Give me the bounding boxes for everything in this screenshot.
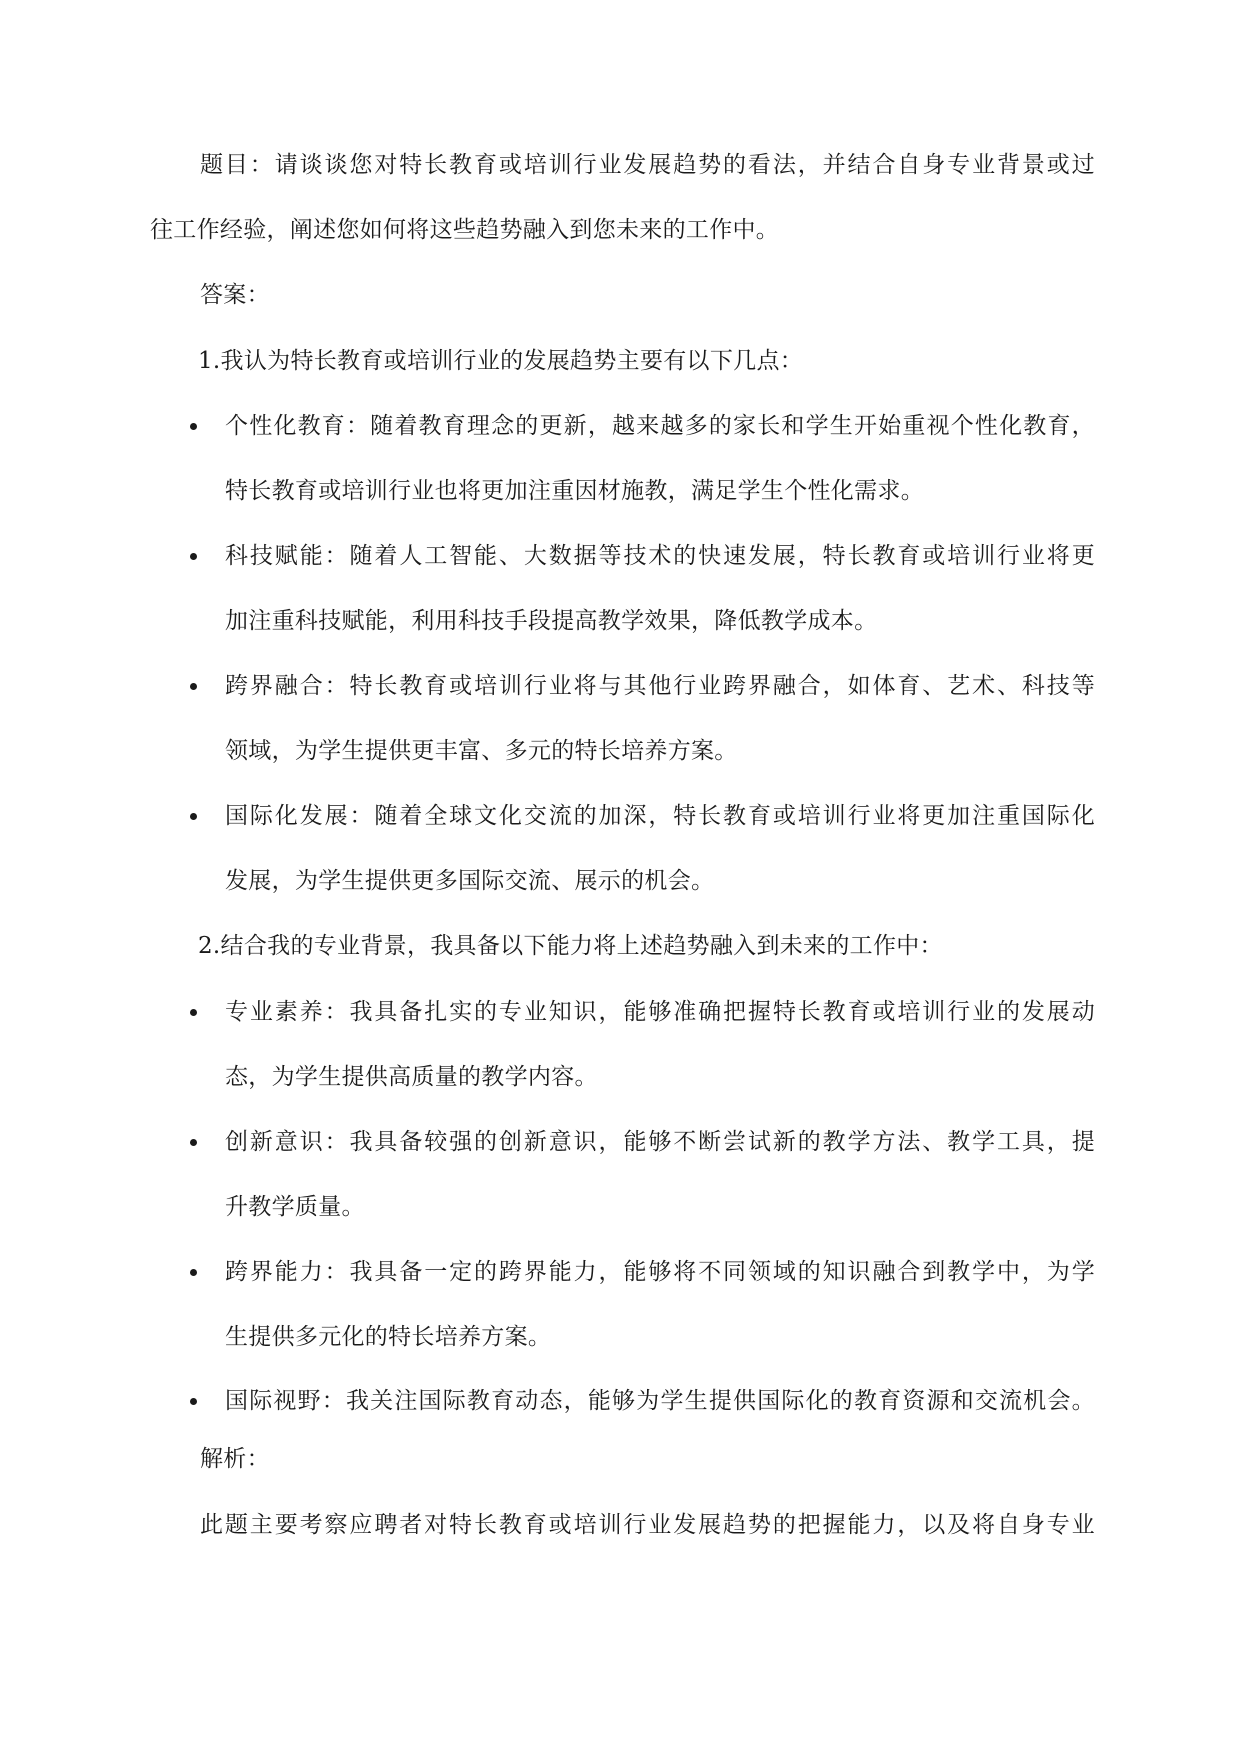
question-line-1: 题目：请谈谈您对特长教育或培训行业发展趋势的看法，并结合自身专业背景或过 [200,152,1095,178]
section2-item-1-line-1: 专业素养：我具备扎实的专业知识，能够准确把握特长教育或培训行业的发展动 [225,999,1095,1025]
section1-item-3-line-2: 领域，为学生提供更丰富、多元的特长培养方案。 [225,738,738,764]
bullet-icon [190,423,197,430]
section2-item-2-line-1: 创新意识：我具备较强的创新意识，能够不断尝试新的教学方法、教学工具，提 [225,1129,1095,1155]
section1-item-1-line-1: 个性化教育：随着教育理念的更新，越来越多的家长和学生开始重视个性化教育， [225,413,1095,439]
analysis-label: 解析： [200,1446,270,1472]
section1-item-4-line-2: 发展，为学生提供更多国际交流、展示的机会。 [225,868,715,894]
section2-heading: 2.结合我的专业背景，我具备以下能力将上述趋势融入到未来的工作中： [198,933,943,959]
analysis-line-1: 此题主要考察应聘者对特长教育或培训行业发展趋势的把握能力，以及将自身专业 [200,1512,1095,1538]
bullet-icon [190,1398,197,1405]
section2-item-3-line-1: 跨界能力：我具备一定的跨界能力，能够将不同领域的知识融合到教学中，为学 [225,1259,1095,1285]
section2-item-1-line-2: 态，为学生提供高质量的教学内容。 [225,1064,598,1090]
answer-label: 答案： [200,282,270,308]
section2-item-3-line-2: 生提供多元化的特长培养方案。 [225,1324,552,1350]
bullet-icon [190,1009,197,1016]
section1-heading: 1.我认为特长教育或培训行业的发展趋势主要有以下几点： [198,348,804,374]
bullet-icon [190,1269,197,1276]
section1-item-3-line-1: 跨界融合：特长教育或培训行业将与其他行业跨界融合，如体育、艺术、科技等 [225,673,1095,699]
question-line-2: 往工作经验，阐述您如何将这些趋势融入到您未来的工作中。 [150,217,780,243]
bullet-icon [190,813,197,820]
bullet-icon [190,683,197,690]
section1-item-2-line-2: 加注重科技赋能，利用科技手段提高教学效果，降低教学成本。 [225,608,878,634]
bullet-icon [190,553,197,560]
section1-item-1-line-2: 特长教育或培训行业也将更加注重因材施教，满足学生个性化需求。 [225,478,924,504]
bullet-icon [190,1139,197,1146]
section1-item-4-line-1: 国际化发展：随着全球文化交流的加深，特长教育或培训行业将更加注重国际化 [225,803,1095,829]
section2-item-4-line-1: 国际视野：我关注国际教育动态，能够为学生提供国际化的教育资源和交流机会。 [225,1388,1095,1414]
section2-item-2-line-2: 升教学质量。 [225,1194,365,1220]
section1-item-2-line-1: 科技赋能：随着人工智能、大数据等技术的快速发展，特长教育或培训行业将更 [225,543,1095,569]
